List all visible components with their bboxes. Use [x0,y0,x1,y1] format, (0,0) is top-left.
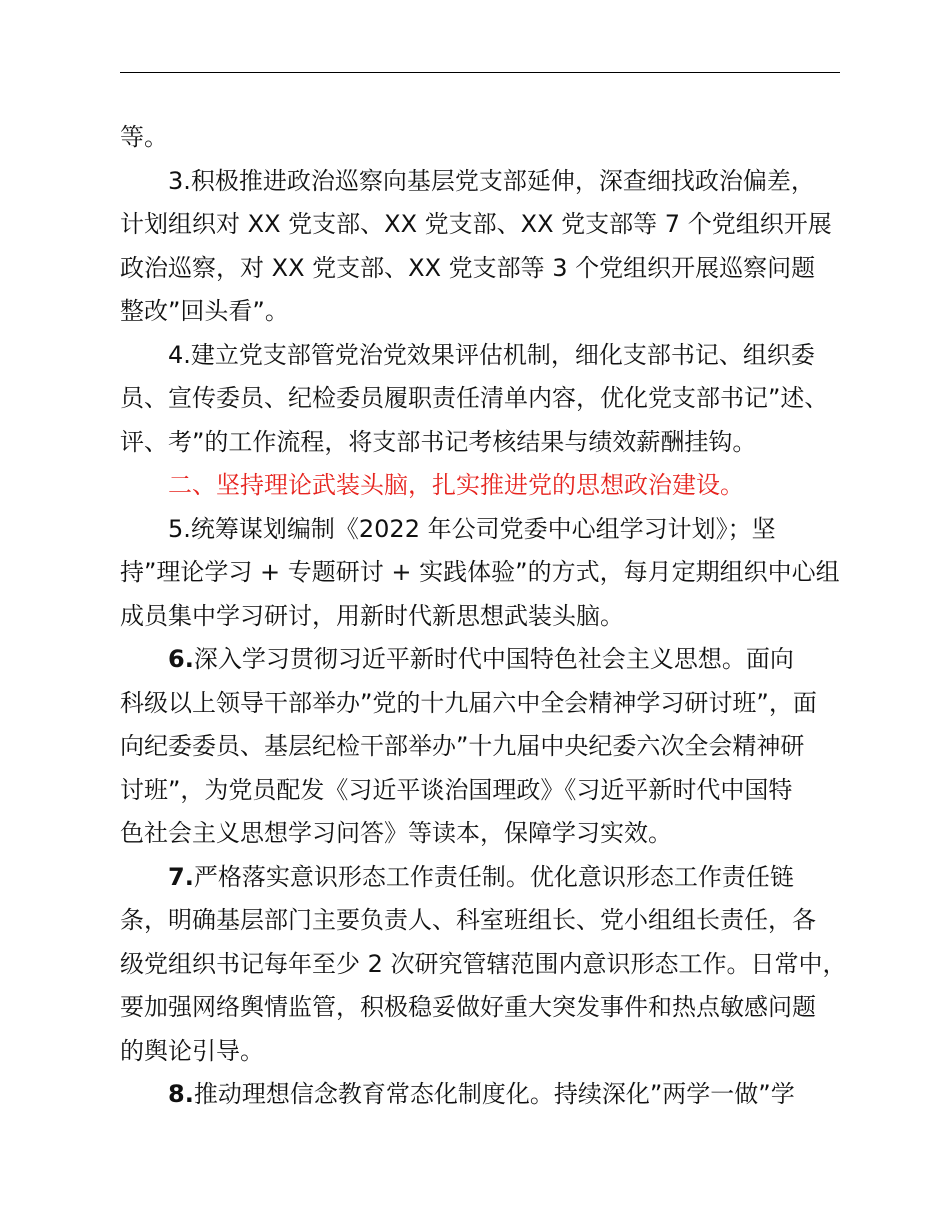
item-4-line-2: 员、宣传委员、纪检委员履职责任清单内容，优化党支部书记”述、 [120,384,829,412]
item-6-line-3: 向纪委委员、基层纪检干部举办”十九届中央纪委六次全会精神研 [120,732,805,760]
item-3-line-4: 整改”回头看”。 [120,297,289,325]
item-8-line-1 [168,1073,795,1116]
item-7-number: 7. [168,862,194,891]
item-7-line-4: 要加强网络舆情监管，积极稳妥做好重大突发事件和热点敏感问题 [120,993,816,1021]
item-5-line-3: 成员集中学习研讨，用新时代新思想武装头脑。 [120,601,624,630]
item-4-line-3: 评、考”的工作流程，将支部书记考核结果与绩效薪酬挂钩。 [120,427,757,456]
item-6-line-5: 色社会主义思想学习问答》等读本，保障学习实效。 [120,819,672,847]
item-5-line-2: 持”理论学习 + 专题研讨 + 实践体验”的方式，每月定期组织中心组 [120,558,840,586]
item-7-text: 严格落实意识形态工作责任制。优化意识形态工作责任链 [193,862,794,891]
item-8-number: 8. [168,1080,194,1108]
item-3-line-2: 计划组织对 XX 党支部、XX 党支部、XX 党支部等 7 个党组织开展 [120,210,832,238]
item-6-line-2: 科级以上领导干部举办”党的十九届六中全会精神学习研讨班”，面 [120,688,817,717]
item-6-line-1 [168,638,794,681]
section-heading-2: 二、坚持理论武装头脑，扎实推进党的思想政治建设。 [168,471,744,499]
item-5-line-1: 5.统筹谋划编制《2022 年公司党委中心组学习计划》；坚 [168,514,776,543]
header-rule [120,72,840,73]
item-8-text: 推动理想信念教育常态化制度化。持续深化”两学一做”学 [193,1080,795,1108]
item-3-line-3: 政治巡察，对 XX 党支部、XX 党支部等 3 个党组织开展巡察问题 [120,253,816,282]
item-4-line-1: 4.建立党支部管党治党效果评估机制，细化支部书记、组织委 [168,340,815,369]
item-6-text: 深入学习贯彻习近平新时代中国特色社会主义思想。面向 [193,645,794,673]
item-3-line-1: 3.积极推进政治巡察向基层党支部延伸，深查细找政治偏差， [168,166,815,195]
item-7-line-3: 级党组织书记每年至少 2 次研究管辖范围内意识形态工作。日常中， [120,949,847,978]
item-7-line-5: 的舆论引导。 [120,1036,264,1065]
item-7-line-1 [168,856,794,899]
body-line-1: 等。 [120,123,168,151]
item-7-line-2: 条，明确基层部门主要负责人、科室班组长、党小组组长责任，各 [120,906,816,934]
item-6-number: 6. [168,645,194,673]
item-6-line-4: 讨班”，为党员配发《习近平谈治国理政》《习近平新时代中国特 [120,775,793,804]
